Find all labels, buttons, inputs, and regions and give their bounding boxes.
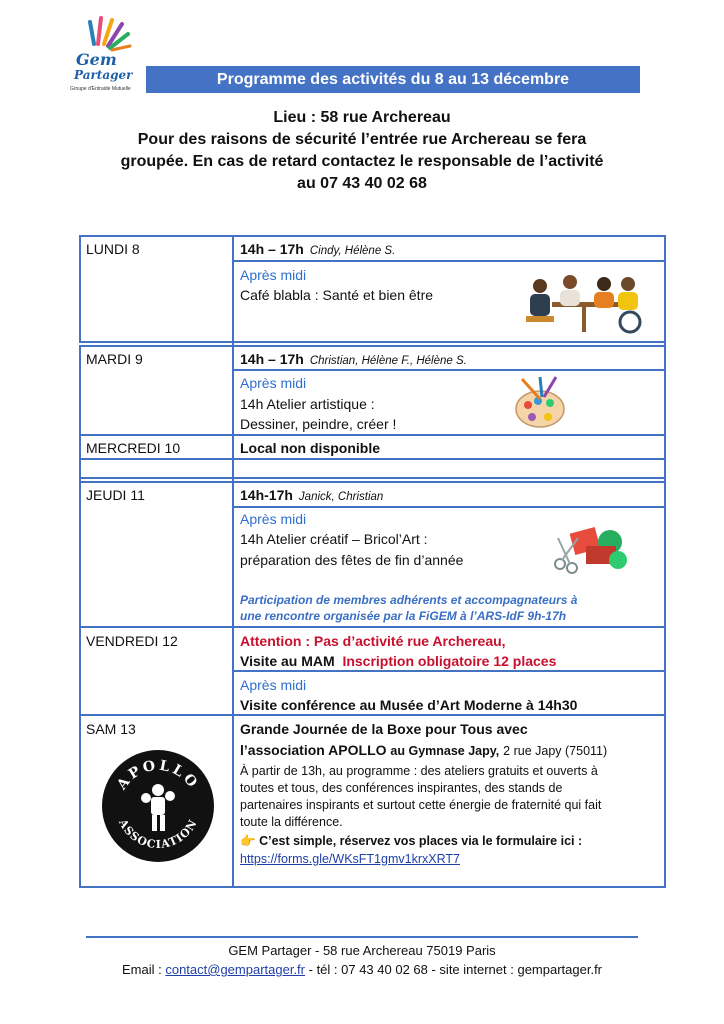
- footer-email-link[interactable]: contact@gempartager.fr: [165, 962, 305, 977]
- jeudi-note-2: une rencontre organisée par la FiGEM à l’ARS-IdF 9h-17h: [240, 609, 567, 623]
- mardi-time-row: [240, 350, 467, 370]
- samedi-place: au Gymnase Japy,: [390, 744, 500, 758]
- footer-address: GEM Partager - 58 rue Archereau 75019 Paris: [228, 943, 496, 958]
- vendredi-visit-row: [240, 652, 556, 670]
- samedi-title-1: Grande Journée de la Boxe pour Tous avec: [240, 721, 528, 737]
- samedi-cta-row: [240, 833, 582, 849]
- svg-text:ASSOCIATION: [116, 816, 200, 851]
- page-title-banner: Programme des activités du 8 au 13 décembre: [146, 66, 640, 93]
- intro-block: [60, 107, 664, 195]
- day-samedi: SAM 13: [86, 721, 136, 737]
- samedi-form-link[interactable]: https://forms.gle/WKsFT1gmv1krxXRT7: [240, 852, 460, 866]
- jeudi-period: Après midi: [240, 511, 307, 527]
- jeudi-names: Janick, Christian: [298, 491, 384, 503]
- intro-location: Lieu : 58 rue Archereau: [273, 109, 451, 126]
- logo-brush-strokes-icon: [68, 14, 138, 54]
- mardi-activity-2: Dessiner, peindre, créer !: [240, 416, 397, 432]
- apollo-association-logo: [102, 750, 214, 862]
- lundi-time: 14h – 17h: [240, 241, 304, 257]
- mardi-activity-1: 14h Atelier artistique :: [240, 396, 375, 412]
- samedi-title-2-row: [240, 741, 607, 759]
- mardi-time: 14h – 17h: [240, 351, 304, 367]
- vendredi-period: Après midi: [240, 677, 307, 693]
- craft-gifts-scissors-icon: [548, 524, 632, 576]
- day-jeudi: JEUDI 11: [86, 487, 145, 503]
- apollo-logo-bottom-text: ASSOCIATION: [116, 816, 200, 852]
- samedi-title-2: l’association APOLLO: [240, 742, 387, 758]
- samedi-address: 2 rue Japy (75011): [503, 744, 608, 758]
- intro-phone: au 07 43 40 02 68: [297, 175, 427, 192]
- jeudi-activity-2: préparation des fêtes de fin d’année: [240, 552, 464, 568]
- pointing-hand-icon: 👉: [240, 834, 256, 848]
- intro-security-line-2: groupée. En cas de retard contactez le responsable de l’activité: [120, 153, 604, 170]
- footer-divider: [86, 936, 638, 938]
- vendredi-inscription: Inscription obligatoire 12 places: [342, 653, 557, 669]
- mercredi-activity: Local non disponible: [240, 440, 380, 456]
- day-lundi: LUNDI 8: [86, 241, 140, 257]
- logo-gem-text: Gem: [76, 50, 117, 69]
- jeudi-note-1: Participation de membres adhérents et accompagnateurs à: [240, 593, 578, 607]
- intro-security-line-1: Pour des raisons de sécurité l’entrée rue Archereau se fera: [137, 131, 587, 148]
- vendredi-visit: Visite au MAM: [240, 653, 335, 669]
- mardi-names: Christian, Hélène F., Hélène S.: [309, 355, 467, 367]
- samedi-desc-4: toute la différence.: [240, 815, 343, 829]
- mardi-period: Après midi: [240, 375, 307, 391]
- samedi-desc-2: toutes et tous, des conférences inspirantes, des stands de: [240, 781, 563, 795]
- footer-contact-rest: - tél : 07 43 40 02 68 - site internet : gempartager.fr: [308, 962, 603, 977]
- gem-partager-logo: [68, 14, 138, 104]
- logo-tagline: Groupe d'Entraide Mutuelle: [70, 86, 131, 92]
- apollo-logo-top-text: APOLLO: [114, 757, 202, 793]
- jeudi-time: 14h-17h: [240, 487, 293, 503]
- lundi-period: Après midi: [240, 267, 307, 283]
- day-mardi: MARDI 9: [86, 351, 143, 367]
- jeudi-activity-1: 14h Atelier créatif – Bricol’Art :: [240, 531, 428, 547]
- logo-partager-text: Partager: [74, 68, 133, 82]
- samedi-cta: C’est simple, réservez vos places via le formulaire ici :: [259, 834, 583, 848]
- day-mercredi: MERCREDI 10: [86, 440, 181, 456]
- jeudi-time-row: [240, 486, 383, 506]
- painter-palette-icon: [512, 375, 568, 431]
- boxer-silhouette-icon: [141, 784, 175, 831]
- samedi-desc-1: À partir de 13h, au programme : des ateliers gratuits et ouverts à: [240, 764, 598, 778]
- day-vendredi: VENDREDI 12: [86, 633, 178, 649]
- vendredi-activity: Visite conférence au Musée d’Art Moderne à 14h30: [240, 697, 578, 713]
- vendredi-warning: Attention : Pas d’activité rue Archereau,: [240, 633, 506, 649]
- lundi-activity: Café blabla : Santé et bien être: [240, 287, 434, 303]
- lundi-time-row: [240, 240, 395, 260]
- people-chatting-icon: [522, 272, 646, 334]
- footer-email-label: Email :: [121, 962, 162, 977]
- lundi-names: Cindy, Hélène S.: [309, 245, 396, 257]
- samedi-desc-3: partenaires inspirants et surtout cette énergie de fraternité qui fait: [240, 798, 602, 812]
- footer-contact-row: [40, 962, 684, 977]
